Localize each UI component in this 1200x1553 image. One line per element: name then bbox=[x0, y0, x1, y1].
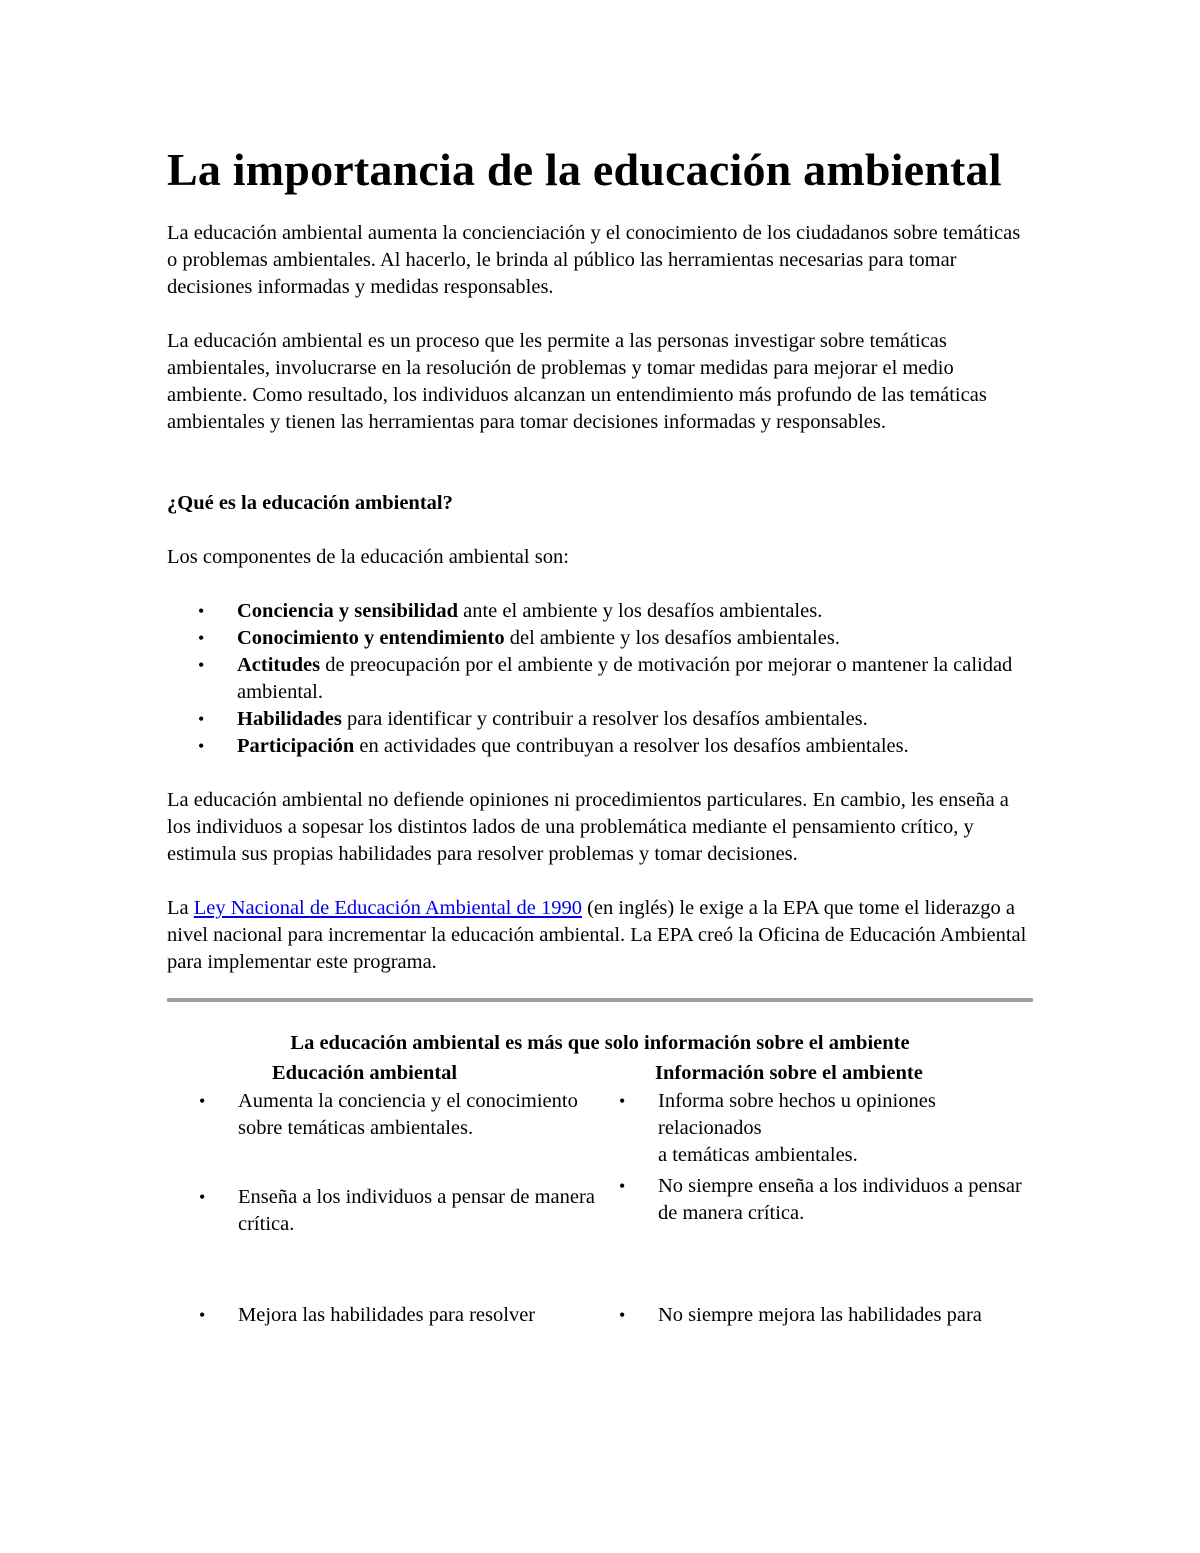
comparison-column-left bbox=[167, 1058, 600, 1329]
law-text-after: (en inglés) le exige a la EPA que tome el liderazgo a nivel nacional para incrementar la educación ambiental. La EPA creó la Oficina de Educación Ambiental para implementar este programa. bbox=[167, 897, 1027, 973]
list-item-text: ante el ambiente y los desafíos ambientales. bbox=[458, 600, 823, 622]
bullet-icon: • bbox=[619, 1305, 626, 1325]
list-item-term: Actitudes bbox=[237, 654, 321, 676]
components-list bbox=[167, 598, 1033, 760]
bullet-icon: • bbox=[619, 1176, 626, 1196]
law-paragraph bbox=[167, 895, 1033, 976]
table-cell bbox=[167, 1285, 600, 1329]
comparison-column-right bbox=[600, 1058, 1033, 1329]
cell-text: No siempre mejora las habilidades para bbox=[658, 1304, 982, 1326]
process-paragraph: La educación ambiental es un proceso que les permite a las personas investigar sobre temáticas ambientales, involucrarse en la resolución de problemas y tomar medidas para mejorar el medio ambiente. Como resultado, los individuos alcanzan un entendimiento más profundo de las temáticas ambientales y tienen las herramientas para tomar decisiones informadas y responsables. bbox=[167, 330, 987, 433]
list-item bbox=[167, 733, 1033, 760]
bullet-icon: • bbox=[199, 1091, 206, 1111]
list-item-term: Conocimiento y entendimiento bbox=[237, 627, 505, 649]
bullet-icon: • bbox=[619, 1091, 626, 1111]
bullet-icon: • bbox=[198, 628, 205, 648]
cell-text: Enseña a los individuos a pensar de manera crítica. bbox=[238, 1186, 595, 1235]
critical-thinking-paragraph: La educación ambiental no defiende opiniones ni procedimientos particulares. En cambio, les enseña a los individuos a sopesar los distintos lados de una problemática mediante el pensamiento crítico, y estimula sus propias habilidades para resolver problemas y tomar decisiones. bbox=[167, 789, 1009, 865]
law-text-before: La bbox=[167, 897, 194, 919]
list-item bbox=[167, 706, 1033, 733]
bullet-icon: • bbox=[198, 736, 205, 756]
section-heading: ¿Qué es la educación ambiental? bbox=[167, 492, 453, 514]
cell-text: Aumenta la conciencia y el conocimiento sobre temáticas ambientales. bbox=[238, 1090, 578, 1139]
list-item-text: en actividades que contribuyan a resolver los desafíos ambientales. bbox=[354, 735, 909, 757]
list-item-term: Habilidades bbox=[237, 708, 342, 730]
comparison-header-left: Educación ambiental bbox=[272, 1062, 458, 1084]
cell-text: Informa sobre hechos u opiniones relacionados bbox=[658, 1090, 936, 1139]
bullet-icon: • bbox=[198, 601, 205, 621]
list-item bbox=[167, 652, 1033, 706]
horizontal-divider bbox=[167, 998, 1033, 1002]
cell-text: Mejora las habilidades para resolver bbox=[238, 1304, 536, 1326]
cell-text: de manera crítica. bbox=[658, 1202, 805, 1224]
bullet-icon: • bbox=[198, 709, 205, 729]
table-cell bbox=[600, 1173, 1033, 1285]
list-item-term: Participación bbox=[237, 735, 355, 757]
table-cell bbox=[167, 1088, 600, 1173]
comparison-title: La educación ambiental es más que solo información sobre el ambiente bbox=[290, 1032, 910, 1054]
table-cell bbox=[600, 1088, 1033, 1173]
list-item-text: para identificar y contribuir a resolver los desafíos ambientales. bbox=[341, 708, 868, 730]
comparison-header-right: Información sobre el ambiente bbox=[655, 1062, 923, 1084]
bullet-icon: • bbox=[198, 655, 205, 675]
intro-paragraph: La educación ambiental aumenta la concienciación y el conocimiento de los ciudadanos sobre temáticas o problemas ambientales. Al hacerlo, le brinda al público las herramientas necesarias para tomar decisiones informadas y medidas responsables. bbox=[167, 222, 1021, 298]
law-link[interactable]: Ley Nacional de Educación Ambiental de 1990 bbox=[193, 897, 582, 919]
list-item-text: de preocupación por el ambiente y de motivación por mejorar o mantener la calidad ambiental. bbox=[237, 654, 1013, 703]
bullet-icon: • bbox=[199, 1305, 206, 1325]
table-cell bbox=[167, 1173, 600, 1285]
page-title: La importancia de la educación ambiental bbox=[167, 144, 1002, 195]
components-intro: Los componentes de la educación ambiental son: bbox=[167, 546, 569, 568]
list-item bbox=[167, 598, 1033, 625]
document-content bbox=[167, 140, 1033, 1329]
comparison-table bbox=[167, 1058, 1033, 1329]
bullet-icon: • bbox=[199, 1187, 206, 1207]
list-item-text: del ambiente y los desafíos ambientales. bbox=[504, 627, 840, 649]
list-item-term: Conciencia y sensibilidad bbox=[237, 600, 458, 622]
table-cell bbox=[600, 1285, 1033, 1329]
list-item bbox=[167, 625, 1033, 652]
cell-text: No siempre enseña a los individuos a pensar bbox=[658, 1175, 1022, 1197]
cell-text: a temáticas ambientales. bbox=[658, 1144, 858, 1166]
